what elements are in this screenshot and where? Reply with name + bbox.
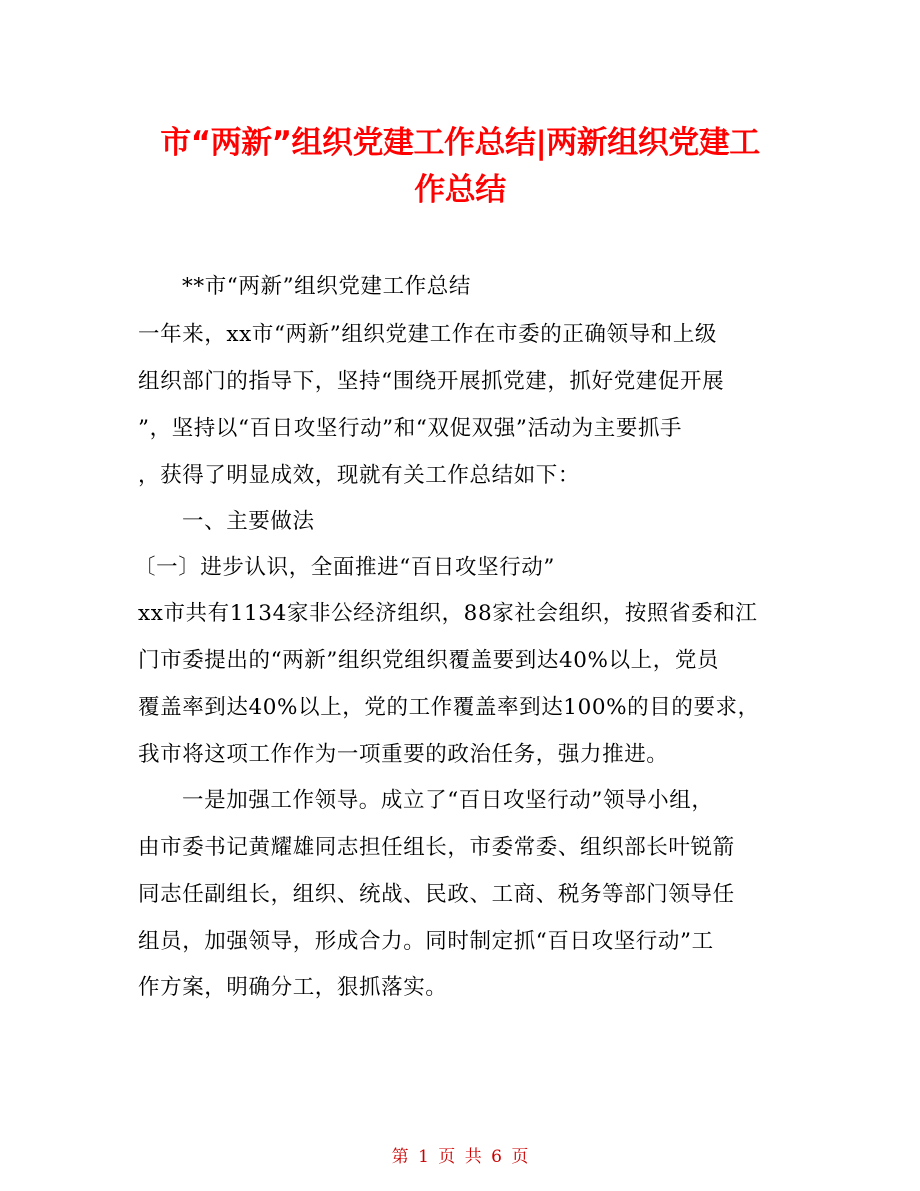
body-line: 作方案，明确分工，狠抓落实。 <box>138 975 448 1000</box>
body-line: ”，坚持以“百日攻坚行动”和“双促双强”活动为主要抓手 <box>138 416 683 441</box>
body-line: 组员，加强领导，形成合力。同时制定抓“百日攻坚行动”工 <box>138 929 714 954</box>
subsection-heading: 〔一〕进步认识，全面推进“百日攻坚行动” <box>134 555 555 580</box>
section-heading: 一、主要做法 <box>182 509 315 534</box>
title-line-1: 市“两新”组织党建工作总结|两新组织党建工 <box>160 125 760 161</box>
page-number-footer: 第 1 页 共 6 页 <box>391 1147 529 1167</box>
body-line: 覆盖率到达40%以上，党的工作覆盖率到达100%的目的要求， <box>138 695 760 720</box>
body-line: 我市将这项工作作为一项重要的政治任务，强力推进。 <box>138 742 669 767</box>
body-line: xx市共有1134家非公经济组织，88家社会组织，按照省委和江 <box>138 601 758 626</box>
subtitle-line: **市“两新”组织党建工作总结 <box>182 274 471 299</box>
body-line: 一是加强工作领导。成立了“百日攻坚行动”领导小组， <box>182 788 714 813</box>
body-line: 一年来，xx市“两新”组织党建工作在市委的正确领导和上级 <box>138 322 718 347</box>
body-line: 门市委提出的“两新”组织党组织覆盖要到达40%以上，党员 <box>138 648 720 673</box>
document-title <box>120 120 800 214</box>
body-line: ，获得了明显成效，现就有关工作总结如下： <box>138 463 581 488</box>
body-line: 同志任副组长，组织、统战、民政、工商、税务等部门领导任 <box>138 882 735 907</box>
body-line: 由市委书记黄耀雄同志担任组长，市委常委、组织部长叶锐箭 <box>138 835 735 860</box>
title-line-2: 作总结 <box>414 172 506 208</box>
body-line: 组织部门的指导下，坚持“围绕开展抓党建，抓好党建促开展 <box>138 369 725 394</box>
